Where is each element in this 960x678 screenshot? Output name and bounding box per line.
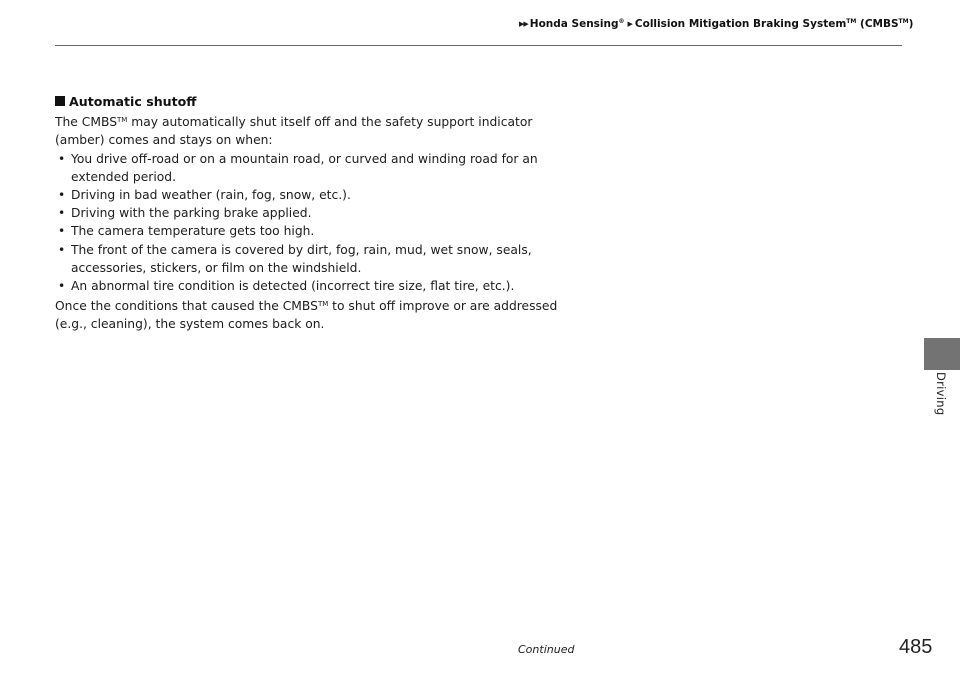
list-item: • An abnormal tire condition is detected (incorrect tire size, flat tire, etc.). xyxy=(55,277,575,295)
outro-paragraph xyxy=(55,295,575,333)
breadcrumb-item-cmbs[interactable]: Collision Mitigation Braking System xyxy=(634,18,847,30)
breadcrumb xyxy=(519,18,913,30)
intro-text-b: may automatically shut itself off and the safety support indicator xyxy=(127,115,533,130)
list-item: • The camera temperature gets too high. xyxy=(55,222,575,240)
conditions-list xyxy=(55,150,575,296)
intro-text-c: (amber) comes and stays on when: xyxy=(55,133,273,148)
breadcrumb-item-honda-sensing[interactable]: Honda Sensing xyxy=(529,18,619,30)
breadcrumb-abbr-close: ) xyxy=(908,18,914,30)
outro-text-b: to shut off improve or are addressed xyxy=(328,299,558,314)
list-item: • Driving with the parking brake applied. xyxy=(55,204,575,222)
square-bullet-icon xyxy=(55,96,65,106)
trademark-mark: TM xyxy=(846,18,857,25)
continued-label: Continued xyxy=(518,643,575,656)
registered-mark: ® xyxy=(618,18,625,25)
trademark-mark: TM xyxy=(117,116,128,125)
breadcrumb-abbr: (CMBS xyxy=(856,18,899,30)
trademark-mark: TM xyxy=(317,300,329,309)
chapter-tab[interactable] xyxy=(924,338,960,370)
list-item: • You drive off-road or on a mountain road, or curved and winding road for an extended period. xyxy=(55,150,575,186)
list-item: • Driving in bad weather (rain, fog, snow, etc.). xyxy=(55,186,575,204)
arrow-icon: ▶ xyxy=(627,20,633,28)
chapter-label: Driving xyxy=(934,372,948,416)
intro-text-a: The CMBS xyxy=(55,115,118,130)
header-divider xyxy=(55,45,902,46)
outro-text-a: Once the conditions that caused the CMBS xyxy=(55,299,318,314)
trademark-mark: TM xyxy=(898,18,909,25)
section-automatic-shutoff xyxy=(55,93,575,334)
section-heading-text: Automatic shutoff xyxy=(69,94,197,109)
list-item: • The front of the camera is covered by dirt, fog, rain, mud, wet snow, seals, accessories, stickers, or film on the windshield. xyxy=(55,241,575,277)
section-heading xyxy=(55,93,575,111)
double-arrow-icon: ▶▶ xyxy=(519,20,528,28)
intro-paragraph xyxy=(55,111,575,149)
outro-text-c: (e.g., cleaning), the system comes back on. xyxy=(55,317,325,332)
page-number: 485 xyxy=(899,636,933,658)
